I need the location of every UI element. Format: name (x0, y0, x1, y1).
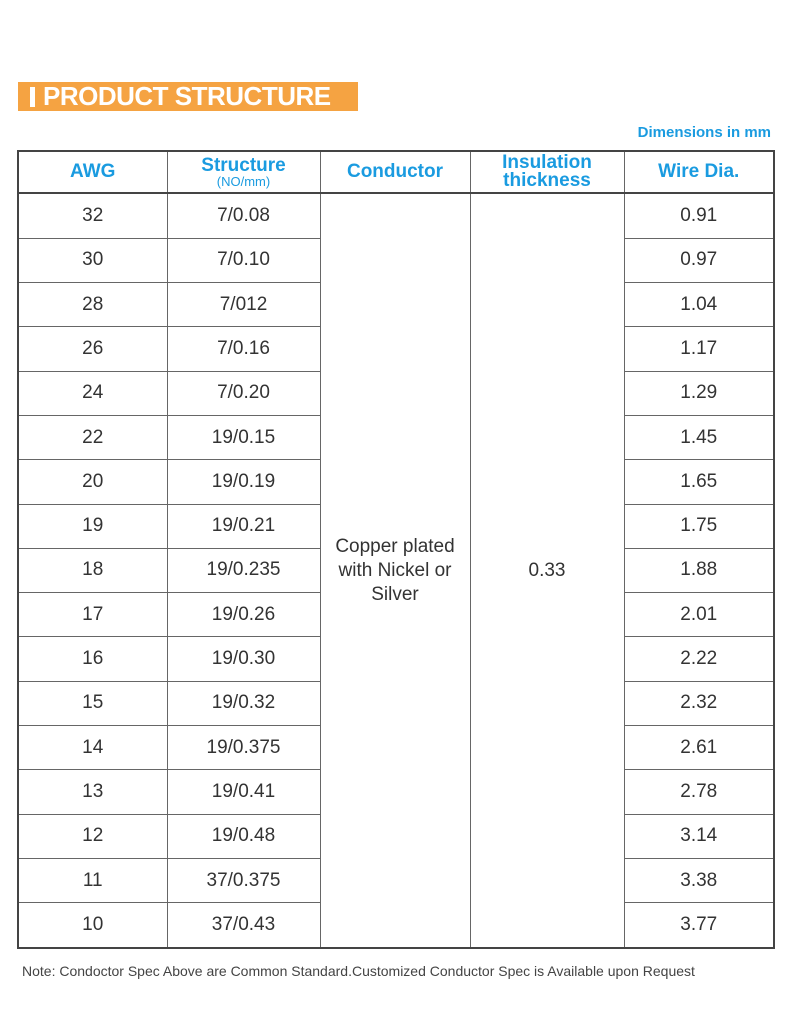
wire-dia-cell: 3.38 (624, 858, 774, 902)
awg-cell: 32 (18, 193, 167, 238)
conductor-cell: Copper plated with Nickel or Silver (320, 193, 470, 948)
insulation-cell: 0.33 (470, 193, 624, 948)
structure-cell: 7/0.10 (167, 238, 320, 282)
structure-cell: 19/0.32 (167, 681, 320, 725)
footnote: Note: Condoctor Spec Above are Common Standard.Customized Conductor Spec is Available upon Request (22, 963, 695, 979)
awg-cell: 12 (18, 814, 167, 858)
product-structure-table (17, 150, 775, 949)
table-header-row (18, 151, 774, 193)
awg-cell: 19 (18, 504, 167, 548)
structure-cell: 19/0.26 (167, 593, 320, 637)
structure-cell: 19/0.41 (167, 770, 320, 814)
wire-dia-cell: 1.88 (624, 548, 774, 592)
wire-dia-cell: 1.17 (624, 327, 774, 371)
awg-cell: 15 (18, 681, 167, 725)
structure-cell: 19/0.19 (167, 460, 320, 504)
wire-dia-cell: 2.01 (624, 593, 774, 637)
header-structure-label: Structure (201, 154, 286, 176)
header-insulation: Insulation thickness (470, 151, 624, 193)
awg-cell: 16 (18, 637, 167, 681)
structure-cell: 37/0.43 (167, 903, 320, 948)
header-conductor: Conductor (320, 151, 470, 193)
page-title: PRODUCT STRUCTURE (43, 81, 331, 111)
structure-cell: 7/0.16 (167, 327, 320, 371)
awg-cell: 10 (18, 903, 167, 948)
structure-cell: 19/0.235 (167, 548, 320, 592)
header-structure (167, 151, 320, 193)
awg-cell: 28 (18, 283, 167, 327)
awg-cell: 13 (18, 770, 167, 814)
header-wire-dia: Wire Dia. (624, 151, 774, 193)
awg-cell: 17 (18, 593, 167, 637)
structure-cell: 19/0.15 (167, 415, 320, 459)
structure-cell: 7/0.20 (167, 371, 320, 415)
title-accent-bar (30, 87, 35, 107)
title-banner (18, 82, 358, 111)
structure-cell: 37/0.375 (167, 858, 320, 902)
awg-cell: 18 (18, 548, 167, 592)
wire-dia-cell: 3.14 (624, 814, 774, 858)
awg-cell: 11 (18, 858, 167, 902)
structure-cell: 19/0.48 (167, 814, 320, 858)
wire-dia-cell: 2.61 (624, 726, 774, 770)
dimensions-note: Dimensions in mm (637, 124, 771, 141)
wire-dia-cell: 1.45 (624, 415, 774, 459)
table-body (18, 193, 774, 948)
wire-dia-cell: 2.32 (624, 681, 774, 725)
wire-dia-cell: 3.77 (624, 903, 774, 948)
wire-dia-cell: 1.65 (624, 460, 774, 504)
structure-cell: 19/0.375 (167, 726, 320, 770)
awg-cell: 24 (18, 371, 167, 415)
wire-dia-cell: 0.97 (624, 238, 774, 282)
awg-cell: 30 (18, 238, 167, 282)
structure-cell: 7/0.08 (167, 193, 320, 238)
header-structure-unit: (NO/mm) (216, 173, 271, 189)
table-row (18, 193, 774, 238)
awg-cell: 26 (18, 327, 167, 371)
structure-cell: 19/0.21 (167, 504, 320, 548)
wire-dia-cell: 2.22 (624, 637, 774, 681)
wire-dia-cell: 0.91 (624, 193, 774, 238)
header-awg: AWG (18, 151, 167, 193)
structure-cell: 19/0.30 (167, 637, 320, 681)
awg-cell: 14 (18, 726, 167, 770)
awg-cell: 22 (18, 415, 167, 459)
wire-dia-cell: 1.75 (624, 504, 774, 548)
wire-dia-cell: 1.04 (624, 283, 774, 327)
wire-dia-cell: 2.78 (624, 770, 774, 814)
awg-cell: 20 (18, 460, 167, 504)
structure-cell: 7/012 (167, 283, 320, 327)
wire-dia-cell: 1.29 (624, 371, 774, 415)
